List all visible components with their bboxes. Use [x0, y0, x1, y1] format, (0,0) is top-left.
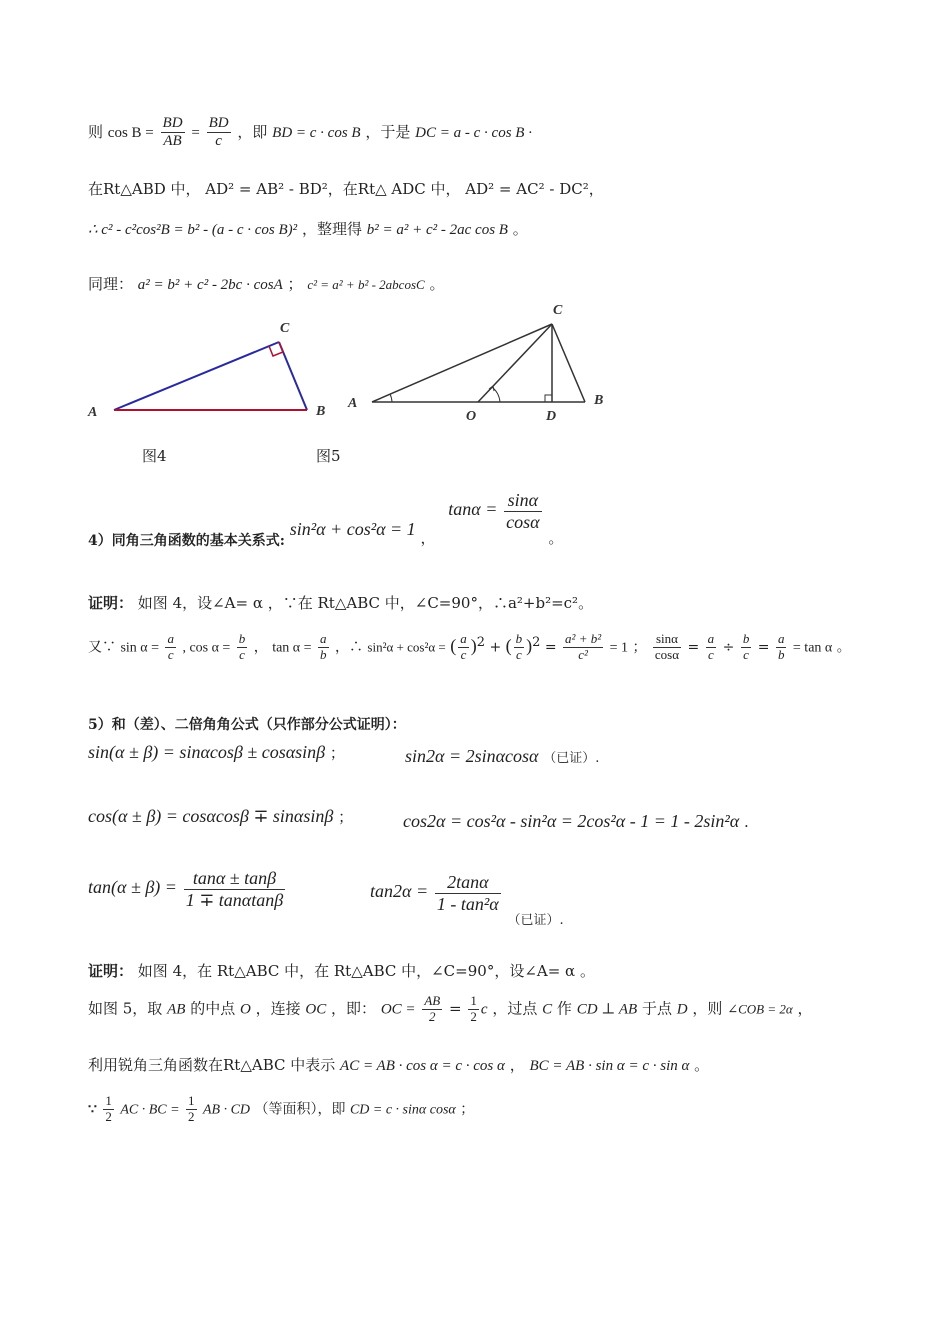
var-c: c	[480, 1001, 488, 1018]
caption-figure-5: 图5	[316, 447, 341, 465]
fraction-ab-2	[422, 994, 442, 1025]
text-namely: ，即：	[331, 999, 377, 1018]
figure-5-triangle	[340, 296, 620, 426]
side-cb	[552, 324, 585, 402]
divide: ÷	[722, 639, 735, 656]
period: 。	[548, 529, 564, 548]
fraction-a-c	[165, 632, 176, 663]
dc-expr: DC = a - c · cos B ·	[415, 124, 532, 141]
fraction-a-c-2	[706, 632, 717, 663]
label-a: A	[88, 405, 98, 420]
proof-2-construction	[88, 994, 813, 1025]
formula-sin-double	[405, 746, 599, 767]
label-o: O	[466, 409, 477, 424]
frac-num: AB	[424, 993, 441, 1008]
period: 。	[694, 1056, 710, 1074]
frac-num: a	[167, 631, 174, 646]
fraction-a-b-2	[776, 632, 787, 663]
fraction-half	[103, 1094, 114, 1125]
equals: =	[191, 124, 200, 141]
segment-oc: OC	[305, 1001, 327, 1018]
frac-num: 2tanα	[435, 872, 501, 894]
line-cosB-derivation	[88, 115, 532, 151]
frac-den: cosα	[506, 511, 540, 532]
line-ad-squared: 在Rt△ABD 中， AD² = AB² - BD²，在Rt△ ADC 中， AD² = AC² - DC²，	[88, 180, 604, 198]
proof-label: 证明：	[88, 594, 134, 612]
law-of-cosines-a: a² = b² + c² - 2bc · cosA	[137, 277, 283, 293]
frac-den: c²	[578, 646, 588, 662]
comma: ，	[509, 1056, 525, 1074]
semicolon: ；	[338, 808, 354, 826]
pythagorean-identity: sin²α + cos²α = 1	[289, 519, 416, 540]
text-thus: ，于是	[365, 122, 411, 141]
section-5-heading: 5）和（差）、二倍角角公式（只作部分公式证明）：	[88, 717, 406, 733]
bc-expr: BC = AB · sin α = c · sin α	[529, 1058, 690, 1074]
point-o: O	[240, 1001, 251, 1018]
comma: ，	[797, 999, 813, 1018]
text-use-acute-trig: 利用锐角三角函数在Rt△ABC 中表示	[88, 1056, 336, 1074]
paren-close: )	[526, 635, 533, 656]
area-lhs: AC · BC =	[120, 1102, 180, 1118]
frac-num: sinα	[653, 632, 681, 648]
frac-den: c	[515, 646, 522, 662]
frac-den: AB	[163, 133, 182, 150]
text-equal-area: （等面积），即	[254, 1101, 346, 1118]
perpendicular-cd-ab: CD ⊥ AB	[576, 1001, 638, 1018]
separator: ；	[287, 275, 303, 293]
ac-expr: AC = AB · cos α = c · cos α	[340, 1058, 505, 1074]
equals: =	[449, 999, 462, 1018]
text-also-since: 又∵	[88, 639, 116, 656]
plus: +	[489, 639, 502, 656]
frac-num: tanα ± tanβ	[184, 868, 286, 890]
frac-den: 2	[429, 1008, 436, 1024]
proof-2-area	[88, 1094, 474, 1125]
fraction-b-c	[237, 632, 248, 663]
section-4-heading	[88, 490, 564, 550]
angle-a-arc	[390, 394, 392, 402]
point-c: C	[542, 1001, 553, 1018]
proof-1-line	[88, 592, 593, 613]
frac-den: 2	[188, 1108, 195, 1124]
period: 。	[512, 220, 528, 238]
frac-num: BD	[207, 115, 231, 133]
proof-2-line	[88, 960, 595, 981]
caption-figure-4: 图4	[142, 447, 167, 465]
expansion-expr: ∴ c² - c²cos²B = b² - (a - c · cos B)²	[88, 222, 298, 238]
comma: ，	[253, 639, 268, 656]
frac-den: c	[708, 646, 714, 662]
cos-sum-formula: cos(α ± β) = cosαcosβ ∓ sinαsinβ	[88, 806, 334, 826]
label-a: A	[348, 396, 358, 411]
frac-den: 1 - tan²α	[436, 893, 499, 914]
frac-den: c	[167, 646, 174, 662]
frac-den: c	[239, 646, 245, 662]
proof-label: 证明：	[88, 962, 134, 980]
frac-den: 1 ∓ tanαtanβ	[185, 889, 284, 910]
fraction-b-c-paren	[514, 632, 525, 663]
fraction-sin-over-cos	[504, 490, 541, 532]
frac-num: BD	[161, 115, 185, 133]
frac-den: b	[320, 646, 327, 662]
point-d: D	[676, 1001, 688, 1018]
tan-double-lhs: tan2α =	[370, 881, 429, 902]
tan-sum-lhs: tan(α ± β) =	[88, 877, 177, 898]
text-namely: ，即	[237, 122, 268, 141]
segment-oc	[478, 324, 552, 402]
semicolon: ；	[329, 744, 345, 762]
line-similarly	[88, 273, 444, 294]
equals: =	[757, 639, 770, 656]
comma: ，	[420, 529, 436, 548]
exponent-2: 2	[476, 634, 485, 650]
frac-num: 1	[188, 1093, 195, 1108]
frac-num: a	[707, 631, 715, 646]
tanA-lhs: tan α =	[272, 640, 312, 656]
frac-num: a	[777, 631, 785, 646]
text-then: 则	[88, 122, 104, 141]
proof-1-formulas	[88, 632, 851, 663]
angle-cob: ∠COB = 2α	[727, 1001, 793, 1017]
because: ∵	[88, 1101, 97, 1118]
bd-expr: BD = c · cos B	[272, 124, 361, 141]
period: .	[744, 813, 749, 831]
proof-2-trig	[88, 1054, 709, 1075]
tan-result: = tan α	[792, 640, 833, 656]
proof-2-text: 如图 4，在 Rt△ABC 中，在 Rt△ABC 中，∠C=90°，设∠A= α 。	[137, 962, 595, 980]
fraction-tan-double	[435, 872, 501, 914]
paren-open: (	[505, 635, 512, 656]
text-draw: 作	[556, 999, 572, 1018]
frac-num: b	[742, 631, 750, 646]
frac-num: a	[460, 631, 467, 646]
frac-den: b	[777, 646, 785, 662]
frac-num: b	[238, 631, 246, 646]
exponent-2: 2	[532, 634, 541, 650]
paren-open: (	[450, 635, 457, 656]
fraction-a-b	[318, 632, 329, 663]
fraction-half	[186, 1094, 197, 1125]
tan-lhs: tanα =	[448, 499, 498, 520]
text-through: ，过点	[492, 999, 538, 1018]
equals-one: = 1	[609, 640, 628, 656]
proof-1-text: 如图 4，设∠A= α ，∵在 Rt△ABC 中，∠C=90°，∴a²+b²=c²。	[137, 594, 594, 612]
period: 。	[836, 639, 851, 656]
frac-den: cosα	[654, 646, 680, 662]
fraction-sum-over-c2	[563, 632, 603, 663]
line-law-of-cosines	[88, 218, 528, 239]
side-ac	[114, 342, 279, 410]
frac-num: b	[515, 631, 523, 646]
formula-tan-double	[370, 872, 564, 929]
frac-num: 1	[105, 1093, 112, 1108]
frac-num: a	[320, 631, 327, 646]
semicolon: ；	[460, 1101, 475, 1118]
right-angle-mark	[545, 395, 552, 402]
cos-double-formula: cos2α = cos²α - sin²α = 2cos²α - 1 = 1 - 2sin²α	[403, 811, 740, 831]
semicolon: ；	[632, 639, 647, 656]
therefore: ，∴	[334, 639, 363, 656]
text-at-point: 于点	[642, 999, 673, 1018]
frac-num: a² + b²	[565, 631, 602, 646]
oc-lhs: OC =	[380, 1001, 416, 1018]
equals: =	[544, 639, 557, 656]
side-ac	[372, 324, 552, 402]
fraction-tan-sum	[184, 868, 286, 910]
label-c: C	[280, 321, 290, 336]
area-rhs: AB · CD	[202, 1102, 251, 1118]
text-connect: ，连接	[255, 999, 301, 1018]
segment-ab: AB	[167, 1001, 186, 1018]
cosB-lhs: cos B =	[107, 124, 154, 141]
text-then: ，则	[692, 999, 723, 1018]
period: 。	[429, 275, 445, 293]
law-of-cosines-b: b² = a² + c² - 2ac cos B	[366, 222, 508, 238]
section-4-title: 4）同角三角函数的基本关系式:	[88, 533, 285, 550]
text-midpoint: 的中点	[190, 999, 236, 1018]
proved-note: （已证）.	[507, 913, 564, 929]
cosA-lhs: , cos α =	[182, 640, 231, 656]
sin-sum-formula: sin(α ± β) = sinαcosβ ± cosαsinβ	[88, 742, 326, 762]
sin-double-formula: sin2α = 2sinαcosα	[405, 746, 539, 766]
equals: =	[687, 639, 700, 656]
fraction-bd-c	[207, 115, 231, 151]
label-b: B	[594, 393, 604, 408]
formula-cos-sum	[88, 806, 353, 827]
frac-den: c	[743, 646, 749, 662]
fraction-b-c-2	[741, 632, 752, 663]
paren-close: )	[470, 635, 477, 656]
proved-note: （已证）.	[543, 751, 600, 766]
law-of-cosines-c: c² = a² + b² - 2abcosC	[307, 277, 425, 292]
fraction-sin-cos	[653, 632, 681, 663]
fraction-bd-ab	[161, 115, 185, 151]
text-take: 如图 5，取	[88, 999, 163, 1018]
fraction-half	[468, 994, 479, 1025]
sinA-lhs: sin α =	[120, 640, 160, 656]
label-d: D	[546, 409, 557, 424]
frac-num: sinα	[504, 490, 541, 512]
fraction-a-c-paren	[458, 632, 469, 663]
identity-lhs: sin²α + cos²α =	[367, 639, 446, 655]
text-similarly: 同理：	[88, 275, 134, 293]
frac-den: c	[460, 646, 467, 662]
formula-tan-sum	[88, 868, 287, 910]
figure-4-right-triangle	[80, 312, 340, 432]
label-c: C	[553, 303, 563, 318]
cd-expr: CD = c · sinα cosα	[349, 1102, 456, 1118]
text-simplify: ，整理得	[301, 220, 362, 238]
formula-sin-sum	[88, 742, 345, 763]
label-b: B	[316, 404, 326, 419]
formula-cos-double	[403, 811, 749, 832]
frac-den: c	[215, 133, 222, 150]
frac-den: 2	[105, 1108, 112, 1124]
frac-num: 1	[470, 993, 477, 1008]
frac-den: 2	[470, 1008, 477, 1024]
